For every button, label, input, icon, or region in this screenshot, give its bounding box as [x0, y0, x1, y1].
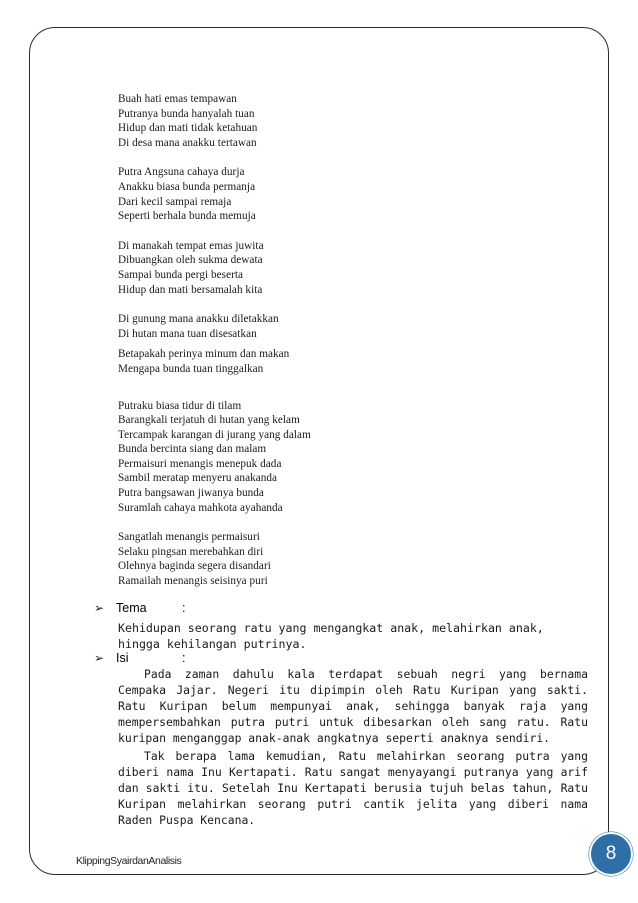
tema-label: Tema	[116, 601, 147, 615]
poem-line: Di desa mana anakku tertawan	[118, 136, 257, 149]
isi-paragraph-1	[118, 666, 588, 746]
poem-line: Betapakah perinya minum dan makan	[118, 348, 290, 361]
poem-line: Di hutan mana tuan disesatkan	[118, 327, 257, 340]
poem	[118, 92, 498, 604]
poem-stanza	[118, 399, 498, 516]
poem-line: Permaisuri menangis menepuk dada	[118, 457, 282, 470]
poem-stanza	[118, 312, 498, 341]
poem-line: Dari kecil sampai remaja	[118, 195, 232, 208]
poem-line: Putraku biasa tidur di tilam	[118, 399, 242, 412]
poem-stanza	[118, 165, 498, 223]
poem-line: Mengapa bunda tuan tinggalkan	[118, 362, 264, 375]
poem-line: Bunda bercinta siang dan malam	[118, 443, 267, 456]
poem-line: Sampai bunda pergi beserta	[118, 268, 244, 281]
poem-stanza	[118, 530, 498, 588]
tema-row	[94, 601, 185, 615]
tema-line: hingga kehilangan putrinya.	[118, 637, 307, 651]
poem-line: Selaku pingsan merebahkan diri	[118, 545, 264, 558]
arrow-bullet-icon: ➢	[94, 651, 105, 665]
poem-line: Sambil meratap menyeru anakanda	[118, 472, 278, 485]
poem-line: Seperti berhala bunda memuja	[118, 210, 256, 223]
poem-line: Tercampak karangan di jurang yang dalam	[118, 428, 311, 441]
footer-title: KlippingSyairdanAnalisis	[76, 855, 182, 867]
tema-colon: :	[182, 601, 186, 615]
poem-line: Putranya bunda hanyalah tuan	[118, 107, 255, 120]
isi-colon: :	[182, 651, 186, 665]
poem-line: Hidup dan mati bersamalah kita	[118, 283, 263, 296]
arrow-bullet-icon: ➢	[94, 601, 105, 615]
poem-line: Anakku biasa bunda permanja	[118, 180, 256, 193]
page-number-badge: 8	[589, 832, 633, 876]
tema-text	[118, 620, 588, 652]
isi-paragraph-text: Pada zaman dahulu kala terdapat sebuah negri yang bernama Cempaka Jajar. Negeri itu dipimpin oleh Ratu Kuripan yang sakti. Ratu Kuripan belum mempunyai anak, sehingga banyak raja yang mempersembahkan putra putri untuk dibesarkan oleh sang ratu. Ratu kuripan menganggap anak-anak angkatnya seperti anaknya sendiri.	[118, 667, 588, 745]
isi-paragraph-text: Tak berapa lama kemudian, Ratu melahirkan seorang putra yang diberi nama Inu Kertapati. Ratu sangat menyayangi putranya yang arif dan sakti itu. Setelah Inu Kertapati berusia tujuh belas tahun, Ratu Kuripan melahirkan seorang putri cantik jelita yang diberi nama Raden Puspa Kencana.	[118, 749, 588, 827]
isi-label: Isi	[116, 651, 129, 665]
poem-line: Putra Angsuna cahaya durja	[118, 166, 245, 179]
poem-line: Ramailah menangis seisinya puri	[118, 575, 268, 588]
poem-stanza	[118, 347, 498, 376]
poem-line: Suramlah cahaya mahkota ayahanda	[118, 501, 283, 514]
poem-line: Barangkali terjatuh di hutan yang kelam	[118, 414, 300, 427]
poem-line: Olehnya baginda segera disandari	[118, 560, 271, 573]
poem-stanza	[118, 92, 498, 150]
poem-line: Buah hati emas tempawan	[118, 93, 237, 105]
poem-line: Di manakah tempat emas juwita	[118, 239, 264, 252]
tema-line: Kehidupan seorang ratu yang mengangkat anak, melahirkan anak,	[118, 621, 544, 635]
poem-line: Hidup dan mati tidak ketahuan	[118, 122, 258, 135]
poem-line: Dibuangkan oleh sukma dewata	[118, 254, 263, 267]
isi-paragraph-2	[118, 748, 588, 828]
poem-line: Sangatlah menangis permaisuri	[118, 531, 260, 544]
isi-row	[94, 651, 185, 665]
poem-stanza	[118, 239, 498, 297]
poem-line: Di gunung mana anakku diletakkan	[118, 313, 279, 326]
poem-line: Putra bangsawan jiwanya bunda	[118, 487, 264, 500]
